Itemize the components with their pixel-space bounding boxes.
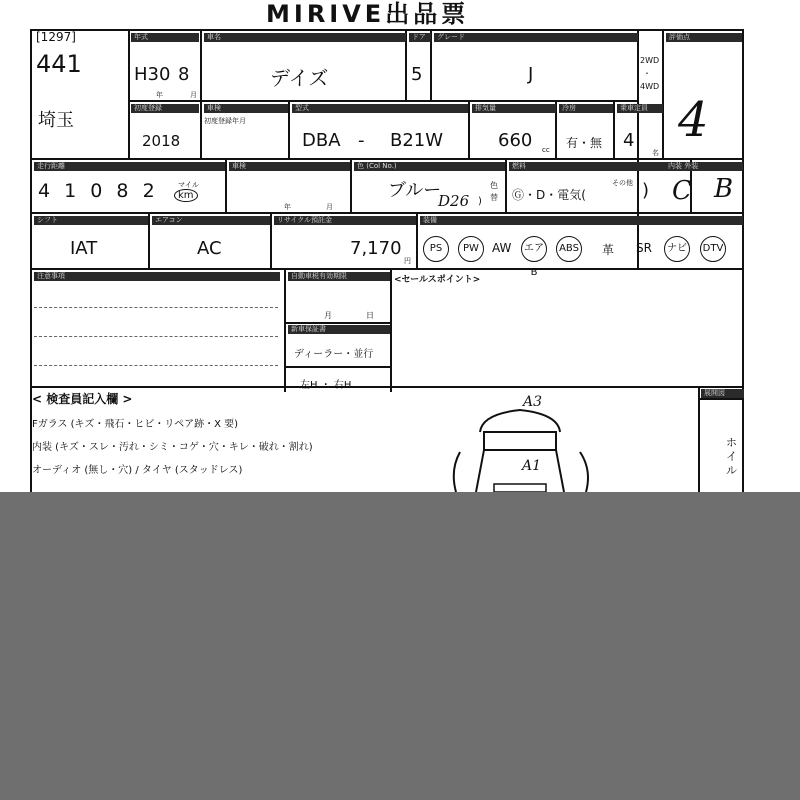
rule xyxy=(390,268,392,392)
first-reg-year: 2018 xyxy=(142,132,181,150)
rule xyxy=(742,29,744,492)
label-first-reg: 初度登録 xyxy=(131,104,199,113)
region: 埼玉 xyxy=(38,110,74,131)
year-era: H30 xyxy=(134,64,171,85)
rule xyxy=(698,398,744,400)
label-grade: グレード xyxy=(434,33,638,42)
equipment-item: SR xyxy=(636,241,652,255)
equipment-item: ナビ xyxy=(664,236,690,262)
doors-value: 5 xyxy=(411,64,423,85)
rule xyxy=(288,100,290,158)
diagram-windshield xyxy=(494,484,546,492)
label-aircon-flag: 冷房 xyxy=(559,104,613,113)
dealer-option: ディーラー・並行 xyxy=(294,349,374,360)
rule xyxy=(505,158,507,212)
diagram-left-fender xyxy=(454,452,460,492)
equipment-item: DTV xyxy=(700,236,726,262)
inspector-glass: Fガラス (キズ・飛石・ヒビ・リペア跡・X 要) xyxy=(32,419,239,430)
color-code: D26 xyxy=(438,192,470,210)
note-line xyxy=(34,365,278,366)
diagram-front-bumper xyxy=(480,410,560,432)
fuel-close: ) xyxy=(642,180,650,201)
label-shift: シフト xyxy=(34,216,148,225)
note-line xyxy=(34,307,278,308)
mileage-digits xyxy=(38,180,159,202)
equipment-item: PW xyxy=(458,236,484,262)
label-evaluation: 評価点 xyxy=(666,33,742,42)
aircon-flag: 有・無 xyxy=(566,136,603,150)
month-unit: 月 xyxy=(190,91,197,99)
inspector-interior: 内装 (キズ・スレ・汚れ・シミ・コゲ・穴・キレ・破れ・割れ) xyxy=(32,442,313,453)
model-prefix: DBA xyxy=(302,130,341,151)
drive-2wd: 2WD xyxy=(640,56,660,65)
color-value: ブルー xyxy=(388,180,442,201)
label-color: 色 (Col No.) xyxy=(354,162,505,171)
rule xyxy=(225,158,227,212)
year-month: 8 xyxy=(178,64,190,85)
tax-month-unit: 月 xyxy=(324,311,332,320)
equipment-item: 革 xyxy=(602,243,615,257)
label-inspection: 車検 xyxy=(204,104,288,113)
fuel-options: Ⓖ・D・電気( xyxy=(512,188,586,202)
mileage-digit: 4 xyxy=(38,180,55,202)
seats-value: 4 xyxy=(623,130,635,151)
mileage-digit: 0 xyxy=(90,180,107,202)
label-type: 型式 xyxy=(292,104,468,113)
rule xyxy=(148,212,150,268)
model-code: B21W xyxy=(390,130,444,151)
rule xyxy=(416,212,418,268)
label-aircon: エアコン xyxy=(152,216,270,225)
displacement: 660 xyxy=(498,130,533,151)
mileage-digit: 8 xyxy=(116,180,133,202)
label-model: 車名 xyxy=(204,33,406,42)
rule xyxy=(698,386,700,492)
lot-number: 441 xyxy=(36,50,82,78)
rule xyxy=(30,386,744,388)
page-title: MIRIVE出品票 xyxy=(266,0,470,28)
rule xyxy=(284,268,286,392)
rule xyxy=(284,322,390,324)
first-reg-note: 初度登録年月 xyxy=(204,117,246,125)
mileage-unit-km: km xyxy=(174,189,198,202)
label-map: 展開図 xyxy=(701,389,744,398)
label-insp-expiry: 自動車税有効期限 xyxy=(288,272,390,281)
exterior-grade: B xyxy=(714,174,734,204)
rule xyxy=(270,212,272,268)
seats-unit: 名 xyxy=(652,149,659,157)
insp-month-unit: 月 xyxy=(326,203,333,211)
drive-dot: ・ xyxy=(643,69,651,78)
car-diagram xyxy=(420,392,620,492)
yen-unit: 円 xyxy=(404,257,411,265)
label-mileage: 走行距離 xyxy=(34,162,225,171)
diagram-hood xyxy=(484,432,556,450)
equipment-item: PS xyxy=(423,236,449,262)
handle-option: 左H ・ 右H xyxy=(300,380,352,391)
inspector-heading: < 検査員記入欄 > xyxy=(32,392,133,406)
mileage-unit-mile: マイル xyxy=(178,181,199,189)
cc-unit: cc xyxy=(542,146,550,154)
diagram-mark-a1: A1 xyxy=(522,458,542,474)
year-unit: 年 xyxy=(156,91,163,99)
diagram-side-text: ホイル xyxy=(726,436,737,477)
interior-grade: C xyxy=(672,176,692,206)
tax-day-unit: 日 xyxy=(366,311,374,320)
lot-index: [1297] xyxy=(36,30,76,44)
aircon-value: AC xyxy=(197,238,222,259)
rule xyxy=(637,29,639,268)
label-grade-ie: 内装 外装 xyxy=(665,162,743,171)
rule xyxy=(284,366,390,368)
drive-4wd: 4WD xyxy=(640,82,660,91)
label-equipment: 装備 xyxy=(420,216,743,225)
fuel-other: その他 xyxy=(612,179,633,187)
label-displacement: 排気量 xyxy=(472,104,556,113)
model-dash: - xyxy=(358,130,365,151)
evaluation-score: 4 xyxy=(678,92,709,148)
label-maker-warranty: 新車保証書 xyxy=(288,325,390,334)
color-label: 色替 xyxy=(490,181,498,202)
label-year: 年式 xyxy=(131,33,199,42)
label-doors: ドア xyxy=(409,33,431,42)
label-insp-date: 車検 xyxy=(229,162,350,171)
rule xyxy=(613,100,615,158)
label-seats: 乗車定員 xyxy=(617,104,663,113)
mileage-digit: 2 xyxy=(142,180,159,202)
transmission: IAT xyxy=(70,238,98,259)
rule xyxy=(468,100,470,158)
insp-year-unit: 年 xyxy=(284,203,291,211)
rule xyxy=(128,100,639,102)
mileage-digit: 1 xyxy=(64,180,81,202)
diagram-mark-a3: A3 xyxy=(523,394,543,410)
label-notes: 注意事項 xyxy=(34,272,280,281)
rule xyxy=(350,158,352,212)
grade-value: J xyxy=(528,64,534,85)
equipment-item: エアB xyxy=(521,236,547,262)
diagram-body xyxy=(476,450,564,492)
label-sales-point: <セールスポイント> xyxy=(394,275,481,285)
label-recycle: リサイクル預託金 xyxy=(274,216,416,225)
equipment-item: AW xyxy=(492,241,512,255)
inspector-audio: オーディオ (無し・穴) / タイヤ (スタッドレス) xyxy=(32,465,243,476)
rule xyxy=(128,29,130,158)
color-suffix: ) xyxy=(478,196,482,207)
diagram-right-fender xyxy=(580,452,588,492)
note-line xyxy=(34,336,278,337)
occluded-area xyxy=(0,492,800,800)
rule xyxy=(30,268,744,270)
rule xyxy=(200,29,202,158)
rule xyxy=(662,29,664,158)
label-fuel: 燃料 xyxy=(509,162,690,171)
recycle-fee: 7,170 xyxy=(350,238,402,259)
model-name: デイズ xyxy=(270,66,329,90)
equipment-item: ABS xyxy=(556,236,582,262)
